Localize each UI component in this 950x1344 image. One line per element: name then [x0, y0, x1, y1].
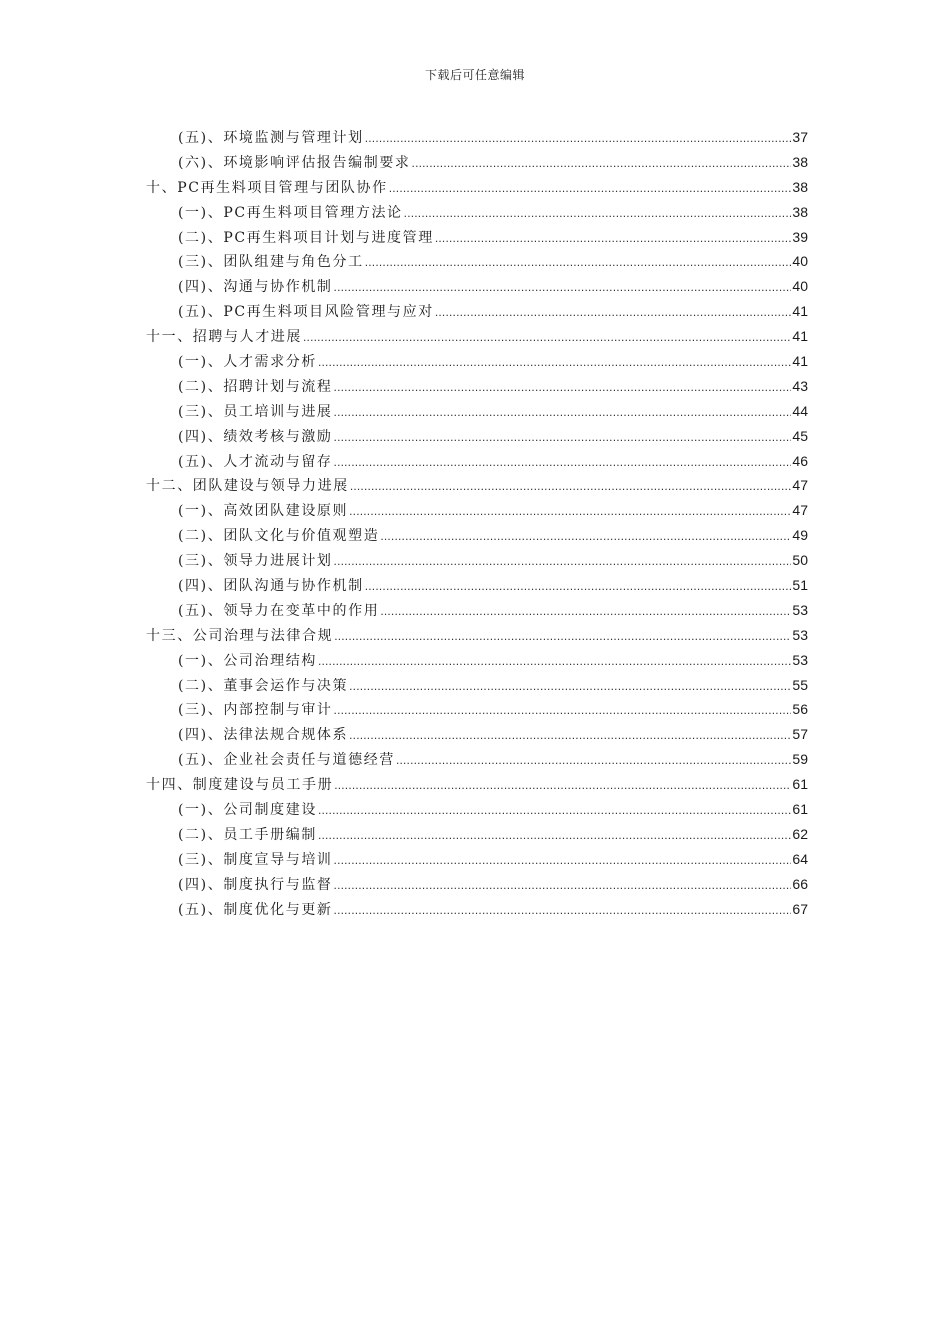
toc-dot-leader: [334, 848, 792, 873]
toc-entry-title: (五)、环境监测与管理计划: [178, 130, 364, 146]
toc-entry-title: (三)、员工培训与进展: [178, 403, 333, 420]
toc-section-entry[interactable]: [146, 847, 808, 872]
page-header: 下载后可任意编辑: [424, 68, 525, 82]
toc-section-entry[interactable]: [146, 523, 808, 548]
toc-dot-leader: [334, 698, 792, 723]
toc-page-number: 55: [792, 676, 808, 693]
toc-entry-title: (一)、高效团队建设原则: [178, 503, 349, 520]
toc-page-number: 45: [792, 427, 808, 444]
toc-section-entry[interactable]: [146, 648, 808, 673]
toc-dot-leader: [380, 599, 791, 624]
toc-page-number: 38: [792, 203, 808, 220]
toc-chapter-entry[interactable]: [146, 473, 808, 498]
toc-page-number: 41: [792, 353, 808, 370]
toc-section-entry[interactable]: [146, 424, 808, 449]
toc-page-number: 41: [792, 303, 808, 320]
toc-entry-title: (二)、董事会运作与决策: [178, 677, 349, 694]
toc-page-number: 64: [792, 850, 808, 867]
toc-dot-leader: [334, 375, 792, 400]
toc-section-entry[interactable]: [146, 548, 808, 573]
toc-page-number: 61: [792, 801, 808, 818]
toc-entry-title: (三)、内部控制与审计: [178, 702, 333, 719]
toc-section-entry[interactable]: [146, 822, 808, 847]
toc-section-entry[interactable]: [146, 449, 808, 474]
toc-page-number: 47: [792, 477, 808, 494]
toc-page-number: 46: [792, 452, 808, 469]
toc-entry-title: (五)、制度优化与更新: [178, 901, 333, 918]
toc-dot-leader: [334, 425, 792, 450]
toc-page-number: 50: [792, 552, 808, 569]
toc-section-entry[interactable]: [146, 797, 808, 822]
toc-dot-leader: [404, 201, 792, 226]
toc-section-entry[interactable]: [146, 374, 808, 399]
toc-page-number: 40: [792, 278, 808, 295]
toc-page-number: 51: [792, 577, 808, 594]
toc-page-number: 59: [792, 751, 808, 768]
toc-dot-leader: [334, 773, 791, 798]
toc-entry-title: 十四、制度建设与员工手册: [146, 777, 334, 794]
toc-section-entry[interactable]: [146, 150, 808, 175]
toc-page-number: 62: [792, 825, 808, 842]
toc-dot-leader: [318, 350, 791, 375]
toc-dot-leader: [318, 798, 791, 823]
toc-page-number: 40: [792, 253, 808, 270]
toc-section-entry[interactable]: [146, 299, 808, 324]
toc-section-entry[interactable]: [146, 200, 808, 225]
toc-entry-title: (四)、团队沟通与协作机制: [178, 578, 364, 595]
toc-entry-title: (一)、公司制度建设: [178, 802, 317, 819]
toc-page-number: 53: [792, 601, 808, 618]
toc-page-number: 66: [792, 875, 808, 892]
toc-dot-leader: [435, 226, 792, 251]
toc-dot-leader: [318, 649, 791, 674]
toc-section-entry[interactable]: [146, 498, 808, 523]
toc-entry-title: 十三、公司治理与法律合规: [146, 627, 334, 644]
toc-section-entry[interactable]: [146, 722, 808, 747]
toc-section-entry[interactable]: [146, 249, 808, 274]
toc-dot-leader: [334, 549, 792, 574]
toc-page-number: 61: [792, 776, 808, 793]
toc-section-entry[interactable]: [146, 349, 808, 374]
toc-entry-title: (三)、制度宣导与培训: [178, 851, 333, 868]
toc-entry-title: (一)、人才需求分析: [178, 354, 317, 371]
toc-entry-title: (二)、团队文化与价值观塑造: [178, 528, 380, 545]
toc-entry-title: (四)、法律法规合规体系: [178, 727, 349, 744]
toc-dot-leader: [365, 250, 792, 275]
toc-dot-leader: [380, 524, 791, 549]
toc-entry-title: (二)、PC再生料项目计划与进度管理: [178, 229, 434, 246]
toc-entry-title: 十、PC再生料项目管理与团队协作: [146, 179, 388, 196]
toc-page-number: 38: [792, 153, 808, 170]
toc-entry-title: (四)、绩效考核与激励: [178, 428, 333, 445]
toc-dot-leader: [389, 176, 792, 201]
toc-entry-title: (五)、人才流动与留存: [178, 453, 333, 470]
toc-dot-leader: [334, 400, 792, 425]
toc-dot-leader: [334, 450, 792, 475]
toc-page-number: 67: [792, 900, 808, 917]
toc-page-number: 37: [792, 129, 808, 145]
toc-entry-title: (一)、公司治理结构: [178, 652, 317, 669]
toc-entry-title: (一)、PC再生料项目管理方法论: [178, 204, 403, 221]
toc-dot-leader: [365, 126, 792, 151]
toc-page-number: 43: [792, 377, 808, 394]
toc-chapter-entry[interactable]: [146, 623, 808, 648]
toc-entry-title: (五)、PC再生料项目风险管理与应对: [178, 304, 434, 321]
toc-section-entry[interactable]: [146, 225, 808, 250]
toc-section-entry[interactable]: [146, 747, 808, 772]
toc-dot-leader: [349, 499, 791, 524]
toc-dot-leader: [396, 748, 791, 773]
toc-dot-leader: [334, 898, 792, 923]
toc-page-number: 57: [792, 726, 808, 743]
toc-dot-leader: [412, 151, 792, 176]
toc-section-entry[interactable]: [146, 897, 808, 922]
table-of-contents: [146, 125, 808, 922]
toc-dot-leader: [334, 275, 792, 300]
toc-dot-leader: [350, 474, 792, 499]
toc-dot-leader: [318, 823, 791, 848]
toc-section-entry[interactable]: [146, 274, 808, 299]
toc-page-number: 44: [792, 402, 808, 419]
toc-dot-leader: [435, 300, 792, 325]
toc-section-entry[interactable]: [146, 399, 808, 424]
toc-dot-leader: [334, 873, 792, 898]
toc-dot-leader: [349, 723, 791, 748]
toc-dot-leader: [334, 624, 791, 649]
toc-section-entry[interactable]: [146, 125, 808, 150]
toc-section-entry[interactable]: [146, 872, 808, 897]
toc-entry-title: (五)、企业社会责任与道德经营: [178, 752, 395, 769]
toc-page-number: 53: [792, 626, 808, 643]
toc-entry-title: (二)、招聘计划与流程: [178, 378, 333, 395]
toc-dot-leader: [365, 574, 792, 599]
toc-page-number: 41: [792, 328, 808, 345]
toc-entry-title: 十二、团队建设与领导力进展: [146, 478, 349, 495]
toc-dot-leader: [303, 325, 791, 350]
toc-section-entry[interactable]: [146, 598, 808, 623]
toc-entry-title: 十一、招聘与人才进展: [146, 329, 302, 346]
toc-page-number: 56: [792, 701, 808, 718]
toc-entry-title: (五)、领导力在变革中的作用: [178, 602, 380, 619]
toc-dot-leader: [349, 674, 791, 699]
toc-page-number: 53: [792, 651, 808, 668]
toc-entry-title: (三)、团队组建与角色分工: [178, 254, 364, 271]
toc-entry-title: (六)、环境影响评估报告编制要求: [178, 154, 411, 171]
toc-entry-title: (四)、制度执行与监督: [178, 876, 333, 893]
toc-page-number: 49: [792, 527, 808, 544]
toc-chapter-entry[interactable]: [146, 324, 808, 349]
toc-chapter-entry[interactable]: [146, 772, 808, 797]
toc-page-number: 39: [792, 228, 808, 245]
toc-entry-title: (三)、领导力进展计划: [178, 553, 333, 570]
toc-entry-title: (四)、沟通与协作机制: [178, 279, 333, 296]
toc-entry-title: (二)、员工手册编制: [178, 826, 317, 843]
toc-page-number: 47: [792, 502, 808, 519]
toc-section-entry[interactable]: [146, 573, 808, 598]
toc-section-entry[interactable]: [146, 673, 808, 698]
toc-page-number: 38: [792, 178, 808, 195]
toc-chapter-entry[interactable]: [146, 175, 808, 200]
toc-section-entry[interactable]: [146, 697, 808, 722]
